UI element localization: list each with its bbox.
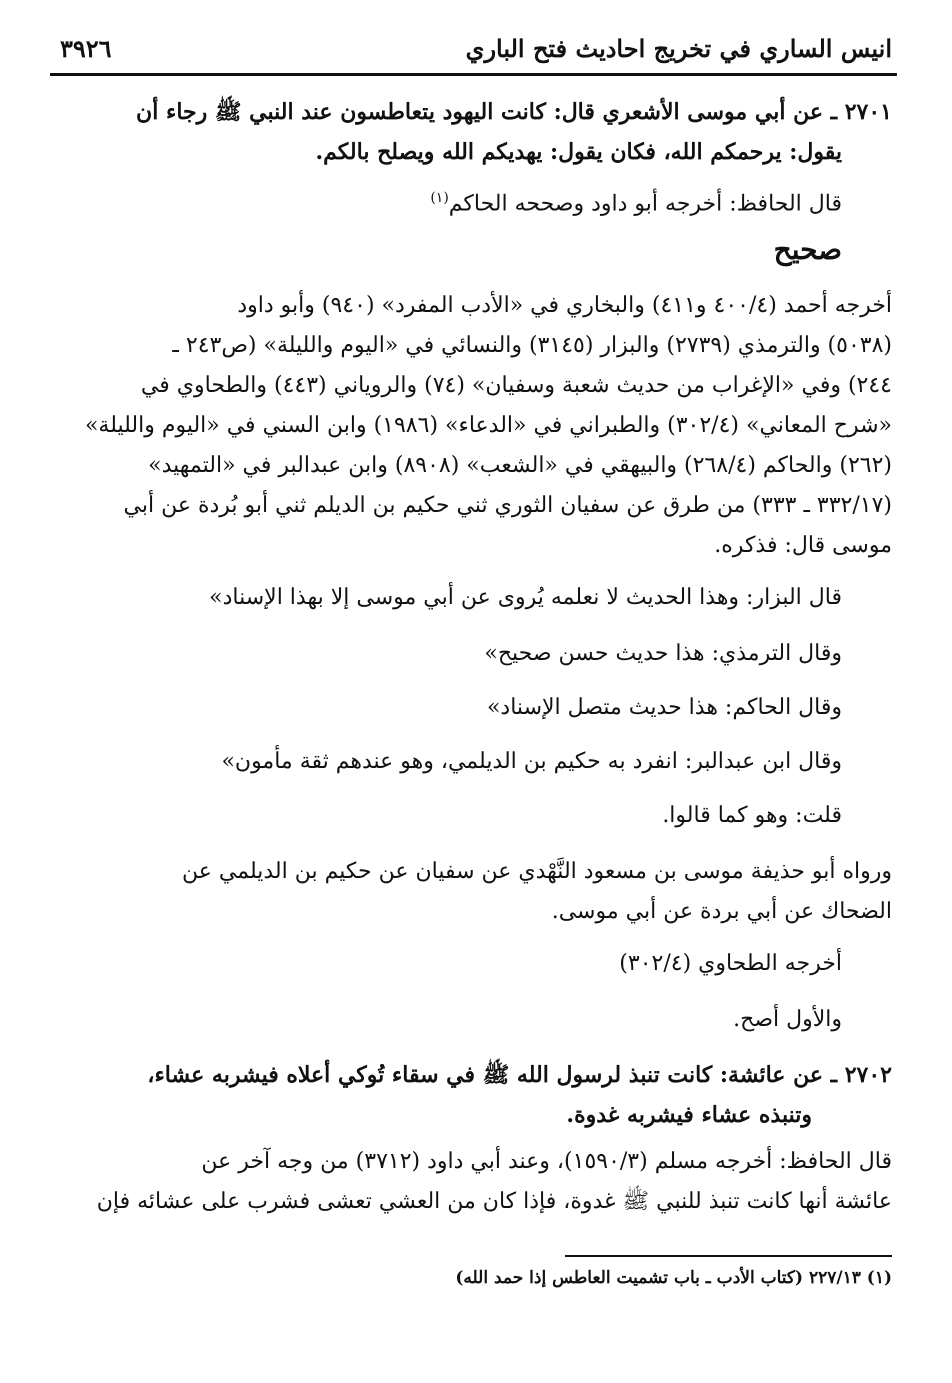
tahawi-takhrij: أخرجه الطحاوي (٣٠٢/٤): [619, 951, 842, 976]
quote-hakim: وقال الحاكم: هذا حديث متصل الإسناد»: [486, 695, 842, 720]
hadith-2701-line-1: ٢٧٠١ ـ عن أبي موسى الأشعري قال: كانت اليهود يتعاطسون عند النبي ﷺ رجاء أن: [136, 99, 892, 125]
takhrij-line: (٣٣٢/١٧ ـ ٣٣٣) من طرق عن سفيان الثوري ثني حكيم بن الديلم ثني أبو بُردة عن أبي: [123, 493, 892, 518]
hadith-2702-line-2: وتنبذه عشاء فيشربه غدوة.: [566, 1102, 812, 1128]
page-number: ٣٩٢٦: [60, 33, 112, 63]
hadith-2701: [75, 92, 892, 172]
takhrij-line: أخرجه أحمد (٤٠٠/٤ و٤١١) والبخاري في «الأدب المفرد» (٩٤٠) وأبو داود: [237, 293, 892, 318]
qultu-note: قلت: وهو كما قالوا.: [662, 803, 842, 828]
grade-heading: صحيح: [773, 233, 842, 266]
takhrij-line: «شرح المعاني» (٣٠٢/٤) والطبراني في «الدعاء» (١٩٨٦) وابن السني في «اليوم والليلة»: [84, 413, 892, 438]
rewaya-paragraph: ورواه أبو حذيفة موسى بن مسعود النَّهْدي عن سفيان عن حكيم بن الديلمي عن الضحاك عن أبي بردة عن أبي موسى.: [182, 859, 892, 924]
takhrij-line: ٢٤٤) وفي «الإغراب من حديث شعبة وسفيان» (٧٤) والروياني (٤٤٣) والطحاوي في: [140, 373, 892, 398]
hafiz-text: قال الحافظ: أخرجه أبو داود وصححه الحاكم: [448, 191, 842, 217]
takhrij-paragraph: [75, 286, 892, 566]
hadith-2701-line-2: يقول: يرحمكم الله، فكان يقول: يهديكم الله ويصلح بالكم.: [315, 139, 842, 165]
footnote: (١) ٢٢٧/١٣ (كتاب الأدب ـ باب تشميت العاطس إذا حمد الله): [455, 1268, 892, 1288]
footnote-mark: (١): [430, 190, 449, 206]
running-title: انيس الساري في تخريج احاديث فتح الباري: [465, 33, 892, 63]
hafiz-note-2701: [70, 178, 842, 224]
quote-bazzar: قال البزار: وهذا الحديث لا نعلمه يُروى عن أبي موسى إلا بهذا الإسناد»: [209, 585, 842, 610]
page-header: [60, 28, 892, 68]
hadith-2702: [75, 1055, 892, 1135]
hadith-2702-line-1: ٢٧٠٢ ـ عن عائشة: كانت تنبذ لرسول الله ﷺ في سقاء تُوكي أعلاه فيشربه عشاء،: [147, 1062, 892, 1088]
hafiz-note-2702: قال الحافظ: أخرجه مسلم (١٥٩٠/٣)، وعند أبي داود (٣٧١٢) من وجه آخر عن عائشة أنها كانت تنبذ للنبي ﷺ غدوة، فإذا كان من العشي تعشى فشرب على عشائه فإن: [96, 1149, 892, 1214]
takhrij-line: موسى قال: فذكره.: [714, 533, 892, 558]
awwal-asah: والأول أصح.: [733, 1007, 842, 1032]
footnote-rule: [565, 1255, 892, 1257]
quote-ibn-abdulbarr: وقال ابن عبدالبر: انفرد به حكيم بن الديلمي، وهو عندهم ثقة مأمون»: [221, 749, 842, 774]
takhrij-line: (٥٠٣٨) والترمذي (٢٧٣٩) والبزار (٣١٤٥) والنسائي في «اليوم والليلة» (ص٢٤٣ ـ: [172, 333, 892, 358]
quote-tirmidhi: وقال الترمذي: هذا حديث حسن صحيح»: [484, 641, 842, 666]
takhrij-line: (٢٦٢) والحاكم (٢٦٨/٤) والبيهقي في «الشعب» (٨٩٠٨) وابن عبدالبر في «التمهيد»: [148, 453, 892, 478]
header-rule: [50, 73, 897, 76]
